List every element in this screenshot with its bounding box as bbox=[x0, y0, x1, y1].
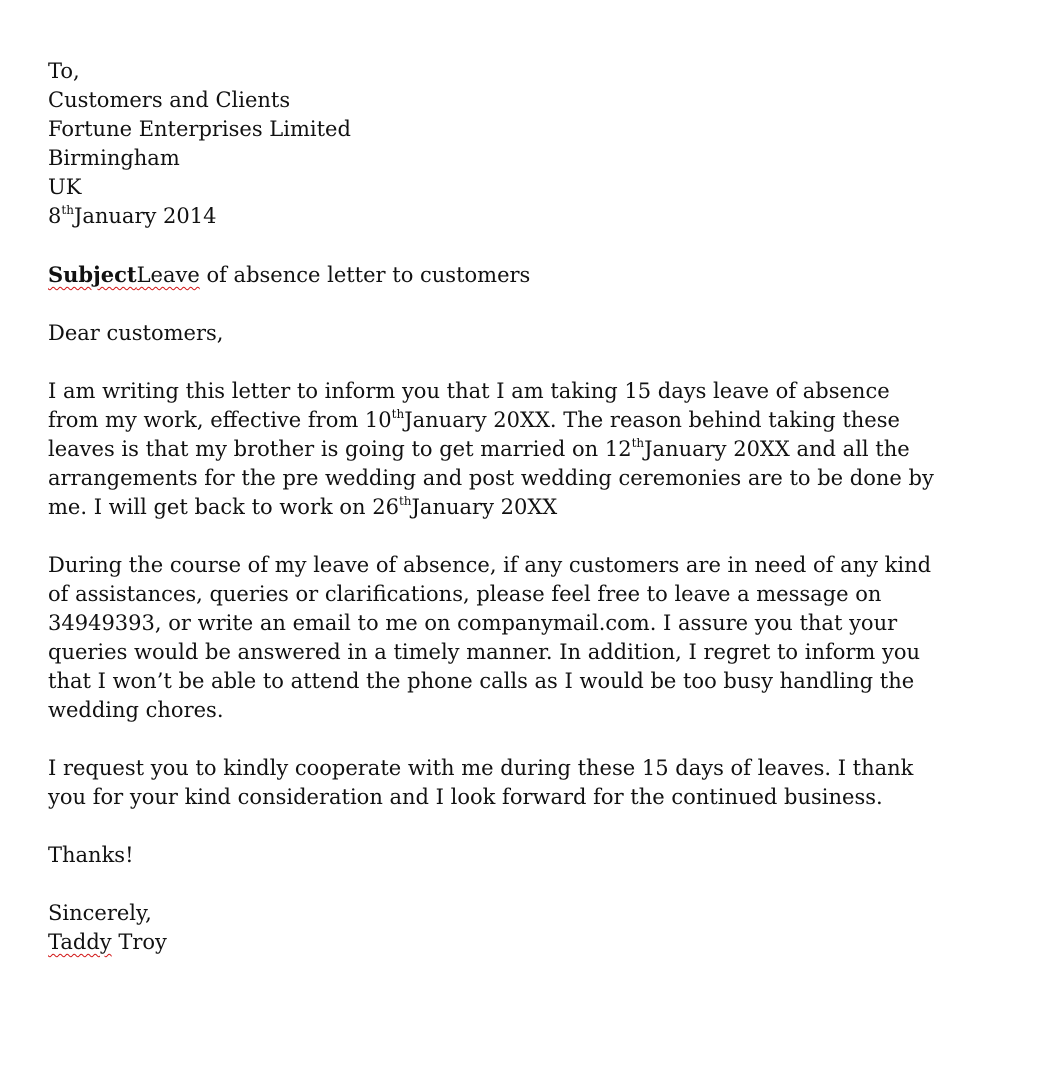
text-run: January 20XX bbox=[411, 495, 558, 519]
paragraph-2 bbox=[48, 551, 1008, 725]
paragraph-line: wedding chores. bbox=[48, 698, 224, 722]
subject-line bbox=[48, 260, 1008, 290]
signer-last-name: Troy bbox=[118, 930, 167, 954]
closing: Sincerely, bbox=[48, 901, 152, 925]
paragraph-line bbox=[48, 493, 1008, 522]
text-run: me. I will get back to work on 26 bbox=[48, 495, 399, 519]
paragraph-line: you for your kind consideration and I look forward for the continued business. bbox=[48, 785, 883, 809]
thanks-line: Thanks! bbox=[48, 843, 134, 867]
text-run: January 20XX and all the bbox=[644, 437, 910, 461]
paragraph-line bbox=[48, 435, 1008, 464]
ordinal-suffix: th bbox=[398, 494, 412, 508]
letter-date bbox=[48, 202, 1008, 231]
recipient-country: UK bbox=[48, 175, 82, 199]
subject-leave-word: Leave bbox=[136, 263, 200, 287]
date-day: 8 bbox=[48, 204, 62, 228]
text-run: leaves is that my brother is going to get married on 12 bbox=[48, 437, 632, 461]
text-run: January 20XX. The reason behind taking these bbox=[404, 408, 900, 432]
signer-first-name: Taddy bbox=[48, 930, 112, 954]
recipient-company: Fortune Enterprises Limited bbox=[48, 117, 351, 141]
subject-text: of absence letter to customers bbox=[206, 263, 531, 287]
letter-page bbox=[48, 57, 1008, 957]
signoff-block bbox=[48, 899, 1008, 957]
paragraph-line: I am writing this letter to inform you that I am taking 15 days leave of absence bbox=[48, 379, 890, 403]
paragraph-1 bbox=[48, 377, 1008, 522]
paragraph-line: arrangements for the pre wedding and post wedding ceremonies are to be done by bbox=[48, 466, 934, 490]
paragraph-line: of assistances, queries or clarifications, please feel free to leave a message on bbox=[48, 582, 882, 606]
recipient-name: Customers and Clients bbox=[48, 88, 291, 112]
ordinal-suffix: th bbox=[391, 407, 405, 421]
ordinal-suffix: th bbox=[631, 436, 645, 450]
paragraph-line: I request you to kindly cooperate with me during these 15 days of leaves. I thank bbox=[48, 756, 914, 780]
paragraph-line: 34949393, or write an email to me on companymail.com. I assure you that your bbox=[48, 611, 898, 635]
paragraph-line: that I won’t be able to attend the phone calls as I would be too busy handling the bbox=[48, 669, 915, 693]
recipient-city: Birmingham bbox=[48, 146, 180, 170]
signer-name bbox=[48, 928, 1008, 957]
paragraph-line: queries would be answered in a timely manner. In addition, I regret to inform you bbox=[48, 640, 921, 664]
greeting: Dear customers, bbox=[48, 321, 224, 345]
paragraph-line: During the course of my leave of absence, if any customers are in need of any kind bbox=[48, 553, 932, 577]
date-suffix: th bbox=[61, 203, 74, 217]
subject-label: Subject bbox=[48, 262, 137, 287]
date-rest: January 2014 bbox=[73, 204, 217, 228]
text-run: from my work, effective from 10 bbox=[48, 408, 392, 432]
recipient-block bbox=[48, 57, 1008, 231]
paragraph-3 bbox=[48, 754, 1008, 812]
salutation-to: To, bbox=[48, 59, 80, 83]
paragraph-line bbox=[48, 406, 1008, 435]
